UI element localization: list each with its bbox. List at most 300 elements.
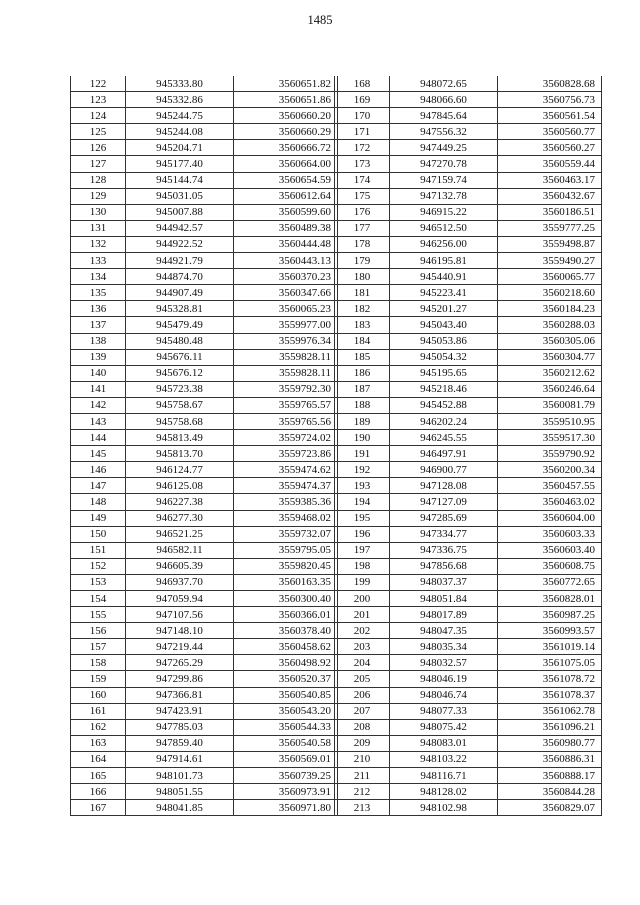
point-number-cell: 173 [335, 156, 390, 172]
x-coordinate-cell: 948046.74 [390, 687, 498, 703]
point-number-cell: 212 [335, 784, 390, 800]
y-coordinate-cell: 3560559.44 [498, 156, 602, 172]
x-coordinate-cell: 947132.78 [390, 188, 498, 204]
table-row [335, 124, 602, 140]
y-coordinate-cell: 3559498.87 [498, 236, 602, 252]
table-row [335, 76, 602, 92]
point-number-cell: 151 [71, 542, 126, 558]
y-coordinate-cell: 3560666.72 [234, 140, 338, 156]
y-coordinate-cell: 3560756.73 [498, 92, 602, 108]
table-row [71, 703, 338, 719]
y-coordinate-cell: 3560366.01 [234, 607, 338, 623]
x-coordinate-cell: 945244.75 [126, 108, 234, 124]
table-row [71, 301, 338, 317]
point-number-cell: 153 [71, 574, 126, 590]
y-coordinate-cell: 3560739.25 [234, 768, 338, 784]
table-row [71, 92, 338, 108]
table-row [71, 510, 338, 526]
point-number-cell: 160 [71, 687, 126, 703]
y-coordinate-cell: 3560200.34 [498, 462, 602, 478]
table-row [335, 703, 602, 719]
y-coordinate-cell: 3560540.58 [234, 735, 338, 751]
x-coordinate-cell: 948072.65 [390, 76, 498, 92]
y-coordinate-cell: 3559820.45 [234, 558, 338, 574]
table-row [71, 639, 338, 655]
point-number-cell: 187 [335, 381, 390, 397]
x-coordinate-cell: 948066.60 [390, 92, 498, 108]
point-number-cell: 185 [335, 349, 390, 365]
point-number-cell: 144 [71, 430, 126, 446]
table-row [71, 76, 338, 92]
point-number-cell: 177 [335, 220, 390, 236]
x-coordinate-cell: 946915.22 [390, 204, 498, 220]
point-number-cell: 143 [71, 413, 126, 429]
x-coordinate-cell: 948051.84 [390, 591, 498, 607]
point-number-cell: 137 [71, 317, 126, 333]
x-coordinate-cell: 944874.70 [126, 269, 234, 285]
point-number-cell: 184 [335, 333, 390, 349]
point-number-cell: 142 [71, 397, 126, 413]
x-coordinate-cell: 944942.57 [126, 220, 234, 236]
y-coordinate-cell: 3560604.00 [498, 510, 602, 526]
x-coordinate-cell: 947159.74 [390, 172, 498, 188]
y-coordinate-cell: 3560829.07 [498, 800, 602, 816]
y-coordinate-cell: 3559777.25 [498, 220, 602, 236]
y-coordinate-cell: 3560560.77 [498, 124, 602, 140]
y-coordinate-cell: 3559723.86 [234, 446, 338, 462]
x-coordinate-cell: 948047.35 [390, 623, 498, 639]
table-row [71, 317, 338, 333]
y-coordinate-cell: 3560664.00 [234, 156, 338, 172]
table-row [71, 623, 338, 639]
point-number-cell: 154 [71, 591, 126, 607]
x-coordinate-cell: 945007.88 [126, 204, 234, 220]
y-coordinate-cell: 3560163.35 [234, 574, 338, 590]
y-coordinate-cell: 3561019.14 [498, 639, 602, 655]
point-number-cell: 208 [335, 719, 390, 735]
x-coordinate-cell: 948075.42 [390, 719, 498, 735]
x-coordinate-cell: 947128.08 [390, 478, 498, 494]
point-number-cell: 139 [71, 349, 126, 365]
y-coordinate-cell: 3560660.20 [234, 108, 338, 124]
y-coordinate-cell: 3560599.60 [234, 204, 338, 220]
x-coordinate-cell: 945479.49 [126, 317, 234, 333]
point-number-cell: 123 [71, 92, 126, 108]
table-row [71, 784, 338, 800]
y-coordinate-cell: 3560651.86 [234, 92, 338, 108]
table-row [71, 655, 338, 671]
x-coordinate-cell: 945201.27 [390, 301, 498, 317]
table-row [71, 204, 338, 220]
x-coordinate-cell: 945332.86 [126, 92, 234, 108]
table-row [335, 317, 602, 333]
y-coordinate-cell: 3560489.38 [234, 220, 338, 236]
table-row [71, 462, 338, 478]
point-number-cell: 188 [335, 397, 390, 413]
y-coordinate-cell: 3561096.21 [498, 719, 602, 735]
y-coordinate-cell: 3560520.37 [234, 671, 338, 687]
table-row [335, 204, 602, 220]
table-row [335, 735, 602, 751]
point-number-cell: 159 [71, 671, 126, 687]
x-coordinate-cell: 946497.91 [390, 446, 498, 462]
x-coordinate-cell: 944907.49 [126, 285, 234, 301]
table-row [335, 430, 602, 446]
x-coordinate-cell: 946125.08 [126, 478, 234, 494]
x-coordinate-cell: 945440.91 [390, 269, 498, 285]
point-number-cell: 186 [335, 365, 390, 381]
y-coordinate-cell: 3560463.02 [498, 494, 602, 510]
point-number-cell: 156 [71, 623, 126, 639]
point-number-cell: 171 [335, 124, 390, 140]
table-row [71, 591, 338, 607]
y-coordinate-cell: 3559977.00 [234, 317, 338, 333]
y-coordinate-cell: 3560612.64 [234, 188, 338, 204]
table-row [335, 800, 602, 816]
table-row [335, 510, 602, 526]
table-row [335, 236, 602, 252]
point-number-cell: 189 [335, 413, 390, 429]
table-row [71, 607, 338, 623]
table-row [71, 220, 338, 236]
table-row [71, 253, 338, 269]
y-coordinate-cell: 3560828.01 [498, 591, 602, 607]
table-row [71, 156, 338, 172]
point-number-cell: 207 [335, 703, 390, 719]
point-number-cell: 149 [71, 510, 126, 526]
x-coordinate-cell: 946277.30 [126, 510, 234, 526]
x-coordinate-cell: 947856.68 [390, 558, 498, 574]
point-number-cell: 209 [335, 735, 390, 751]
point-number-cell: 202 [335, 623, 390, 639]
coordinate-table-right [334, 76, 602, 816]
y-coordinate-cell: 3561062.78 [498, 703, 602, 719]
y-coordinate-cell: 3560608.75 [498, 558, 602, 574]
point-number-cell: 129 [71, 188, 126, 204]
x-coordinate-cell: 947556.32 [390, 124, 498, 140]
table-row [71, 687, 338, 703]
x-coordinate-cell: 947423.91 [126, 703, 234, 719]
table-row [71, 558, 338, 574]
y-coordinate-cell: 3560288.03 [498, 317, 602, 333]
y-coordinate-cell: 3559828.11 [234, 349, 338, 365]
x-coordinate-cell: 948102.98 [390, 800, 498, 816]
point-number-cell: 152 [71, 558, 126, 574]
table-row [71, 108, 338, 124]
y-coordinate-cell: 3560980.77 [498, 735, 602, 751]
y-coordinate-cell: 3560993.57 [498, 623, 602, 639]
table-row [335, 301, 602, 317]
table-row [335, 768, 602, 784]
y-coordinate-cell: 3560065.23 [234, 301, 338, 317]
table-row [335, 607, 602, 623]
x-coordinate-cell: 946937.70 [126, 574, 234, 590]
point-number-cell: 200 [335, 591, 390, 607]
table-row [71, 413, 338, 429]
y-coordinate-cell: 3560886.31 [498, 751, 602, 767]
x-coordinate-cell: 944921.79 [126, 253, 234, 269]
table-row [335, 381, 602, 397]
y-coordinate-cell: 3559517.30 [498, 430, 602, 446]
table-row [71, 446, 338, 462]
x-coordinate-cell: 945204.71 [126, 140, 234, 156]
y-coordinate-cell: 3560828.68 [498, 76, 602, 92]
point-number-cell: 158 [71, 655, 126, 671]
table-row [71, 526, 338, 542]
table-row [71, 140, 338, 156]
x-coordinate-cell: 948017.89 [390, 607, 498, 623]
x-coordinate-cell: 947334.77 [390, 526, 498, 542]
y-coordinate-cell: 3559732.07 [234, 526, 338, 542]
table-row [335, 220, 602, 236]
x-coordinate-cell: 946512.50 [390, 220, 498, 236]
y-coordinate-cell: 3560543.20 [234, 703, 338, 719]
x-coordinate-cell: 945333.80 [126, 76, 234, 92]
y-coordinate-cell: 3560212.62 [498, 365, 602, 381]
table-row [335, 655, 602, 671]
y-coordinate-cell: 3560184.23 [498, 301, 602, 317]
point-number-cell: 196 [335, 526, 390, 542]
x-coordinate-cell: 945328.81 [126, 301, 234, 317]
point-number-cell: 192 [335, 462, 390, 478]
x-coordinate-cell: 947148.10 [126, 623, 234, 639]
table-row [335, 365, 602, 381]
x-coordinate-cell: 945031.05 [126, 188, 234, 204]
x-coordinate-cell: 948083.01 [390, 735, 498, 751]
y-coordinate-cell: 3560458.62 [234, 639, 338, 655]
point-number-cell: 136 [71, 301, 126, 317]
point-number-cell: 122 [71, 76, 126, 92]
point-number-cell: 145 [71, 446, 126, 462]
x-coordinate-cell: 948046.19 [390, 671, 498, 687]
x-coordinate-cell: 947449.25 [390, 140, 498, 156]
table-row [71, 735, 338, 751]
point-number-cell: 124 [71, 108, 126, 124]
table-row [335, 462, 602, 478]
point-number-cell: 197 [335, 542, 390, 558]
table-row [71, 381, 338, 397]
y-coordinate-cell: 3560443.13 [234, 253, 338, 269]
table-row [335, 558, 602, 574]
x-coordinate-cell: 947366.81 [126, 687, 234, 703]
x-coordinate-cell: 948128.02 [390, 784, 498, 800]
x-coordinate-cell: 945758.68 [126, 413, 234, 429]
y-coordinate-cell: 3560569.01 [234, 751, 338, 767]
x-coordinate-cell: 946900.77 [390, 462, 498, 478]
point-number-cell: 128 [71, 172, 126, 188]
table-row [71, 478, 338, 494]
x-coordinate-cell: 945480.48 [126, 333, 234, 349]
x-coordinate-cell: 947845.64 [390, 108, 498, 124]
table-row [335, 108, 602, 124]
point-number-cell: 167 [71, 800, 126, 816]
point-number-cell: 180 [335, 269, 390, 285]
table-row [335, 591, 602, 607]
point-number-cell: 168 [335, 76, 390, 92]
point-number-cell: 130 [71, 204, 126, 220]
point-number-cell: 206 [335, 687, 390, 703]
coordinate-table-left [70, 76, 338, 816]
point-number-cell: 169 [335, 92, 390, 108]
table-row [335, 623, 602, 639]
point-number-cell: 126 [71, 140, 126, 156]
x-coordinate-cell: 945195.65 [390, 365, 498, 381]
y-coordinate-cell: 3559792.30 [234, 381, 338, 397]
x-coordinate-cell: 948035.34 [390, 639, 498, 655]
x-coordinate-cell: 948116.71 [390, 768, 498, 784]
x-coordinate-cell: 945053.86 [390, 333, 498, 349]
y-coordinate-cell: 3559474.37 [234, 478, 338, 494]
point-number-cell: 172 [335, 140, 390, 156]
point-number-cell: 148 [71, 494, 126, 510]
point-number-cell: 132 [71, 236, 126, 252]
point-number-cell: 164 [71, 751, 126, 767]
table-row [335, 188, 602, 204]
y-coordinate-cell: 3561078.37 [498, 687, 602, 703]
x-coordinate-cell: 947219.44 [126, 639, 234, 655]
point-number-cell: 165 [71, 768, 126, 784]
table-row [335, 285, 602, 301]
point-number-cell: 163 [71, 735, 126, 751]
point-number-cell: 162 [71, 719, 126, 735]
y-coordinate-cell: 3559510.95 [498, 413, 602, 429]
x-coordinate-cell: 945177.40 [126, 156, 234, 172]
y-coordinate-cell: 3559385.36 [234, 494, 338, 510]
table-row [71, 285, 338, 301]
x-coordinate-cell: 944922.52 [126, 236, 234, 252]
table-row [71, 430, 338, 446]
y-coordinate-cell: 3560457.55 [498, 478, 602, 494]
point-number-cell: 211 [335, 768, 390, 784]
table-row [335, 156, 602, 172]
point-number-cell: 181 [335, 285, 390, 301]
table-row [335, 172, 602, 188]
table-row [335, 639, 602, 655]
y-coordinate-cell: 3560540.85 [234, 687, 338, 703]
page-number: 1485 [307, 13, 333, 27]
y-coordinate-cell: 3560186.51 [498, 204, 602, 220]
table-row [335, 333, 602, 349]
point-number-cell: 194 [335, 494, 390, 510]
x-coordinate-cell: 947336.75 [390, 542, 498, 558]
table-row [71, 269, 338, 285]
y-coordinate-cell: 3560444.48 [234, 236, 338, 252]
table-row [335, 92, 602, 108]
table-row [335, 413, 602, 429]
point-number-cell: 135 [71, 285, 126, 301]
point-number-cell: 201 [335, 607, 390, 623]
x-coordinate-cell: 946256.00 [390, 236, 498, 252]
table-row [71, 188, 338, 204]
y-coordinate-cell: 3560560.27 [498, 140, 602, 156]
table-row [71, 800, 338, 816]
y-coordinate-cell: 3560347.66 [234, 285, 338, 301]
point-number-cell: 131 [71, 220, 126, 236]
table-row [335, 671, 602, 687]
y-coordinate-cell: 3560498.92 [234, 655, 338, 671]
table-row [335, 269, 602, 285]
point-number-cell: 174 [335, 172, 390, 188]
x-coordinate-cell: 945043.40 [390, 317, 498, 333]
x-coordinate-cell: 945813.70 [126, 446, 234, 462]
table-row [335, 349, 602, 365]
y-coordinate-cell: 3559795.05 [234, 542, 338, 558]
point-number-cell: 182 [335, 301, 390, 317]
point-number-cell: 133 [71, 253, 126, 269]
table-row [335, 574, 602, 590]
x-coordinate-cell: 945723.38 [126, 381, 234, 397]
x-coordinate-cell: 948037.37 [390, 574, 498, 590]
point-number-cell: 134 [71, 269, 126, 285]
x-coordinate-cell: 948032.57 [390, 655, 498, 671]
x-coordinate-cell: 946124.77 [126, 462, 234, 478]
point-number-cell: 179 [335, 253, 390, 269]
table-row [71, 768, 338, 784]
x-coordinate-cell: 946227.38 [126, 494, 234, 510]
x-coordinate-cell: 945452.88 [390, 397, 498, 413]
y-coordinate-cell: 3560304.77 [498, 349, 602, 365]
point-number-cell: 191 [335, 446, 390, 462]
point-number-cell: 140 [71, 365, 126, 381]
x-coordinate-cell: 947859.40 [126, 735, 234, 751]
y-coordinate-cell: 3560065.77 [498, 269, 602, 285]
x-coordinate-cell: 945758.67 [126, 397, 234, 413]
y-coordinate-cell: 3560305.06 [498, 333, 602, 349]
x-coordinate-cell: 947285.69 [390, 510, 498, 526]
point-number-cell: 210 [335, 751, 390, 767]
table-row [335, 751, 602, 767]
table-row [71, 124, 338, 140]
y-coordinate-cell: 3561078.72 [498, 671, 602, 687]
y-coordinate-cell: 3560888.17 [498, 768, 602, 784]
point-number-cell: 161 [71, 703, 126, 719]
point-number-cell: 166 [71, 784, 126, 800]
y-coordinate-cell: 3559474.62 [234, 462, 338, 478]
table-row [71, 236, 338, 252]
table-row [335, 542, 602, 558]
point-number-cell: 150 [71, 526, 126, 542]
point-number-cell: 193 [335, 478, 390, 494]
table-row [335, 478, 602, 494]
table-row [71, 751, 338, 767]
x-coordinate-cell: 946195.81 [390, 253, 498, 269]
y-coordinate-cell: 3560654.59 [234, 172, 338, 188]
table-row [335, 253, 602, 269]
point-number-cell: 198 [335, 558, 390, 574]
x-coordinate-cell: 945813.49 [126, 430, 234, 446]
table-row [71, 574, 338, 590]
x-coordinate-cell: 947914.61 [126, 751, 234, 767]
x-coordinate-cell: 947265.29 [126, 655, 234, 671]
table-row [335, 494, 602, 510]
table-row [335, 446, 602, 462]
y-coordinate-cell: 3561075.05 [498, 655, 602, 671]
x-coordinate-cell: 946245.55 [390, 430, 498, 446]
y-coordinate-cell: 3559765.57 [234, 397, 338, 413]
y-coordinate-cell: 3559765.56 [234, 413, 338, 429]
y-coordinate-cell: 3560603.33 [498, 526, 602, 542]
y-coordinate-cell: 3559976.34 [234, 333, 338, 349]
x-coordinate-cell: 945244.08 [126, 124, 234, 140]
x-coordinate-cell: 945676.11 [126, 349, 234, 365]
x-coordinate-cell: 947299.86 [126, 671, 234, 687]
table-row [71, 349, 338, 365]
y-coordinate-cell: 3560370.23 [234, 269, 338, 285]
table-row [71, 397, 338, 413]
x-coordinate-cell: 948077.33 [390, 703, 498, 719]
point-number-cell: 183 [335, 317, 390, 333]
y-coordinate-cell: 3559790.92 [498, 446, 602, 462]
